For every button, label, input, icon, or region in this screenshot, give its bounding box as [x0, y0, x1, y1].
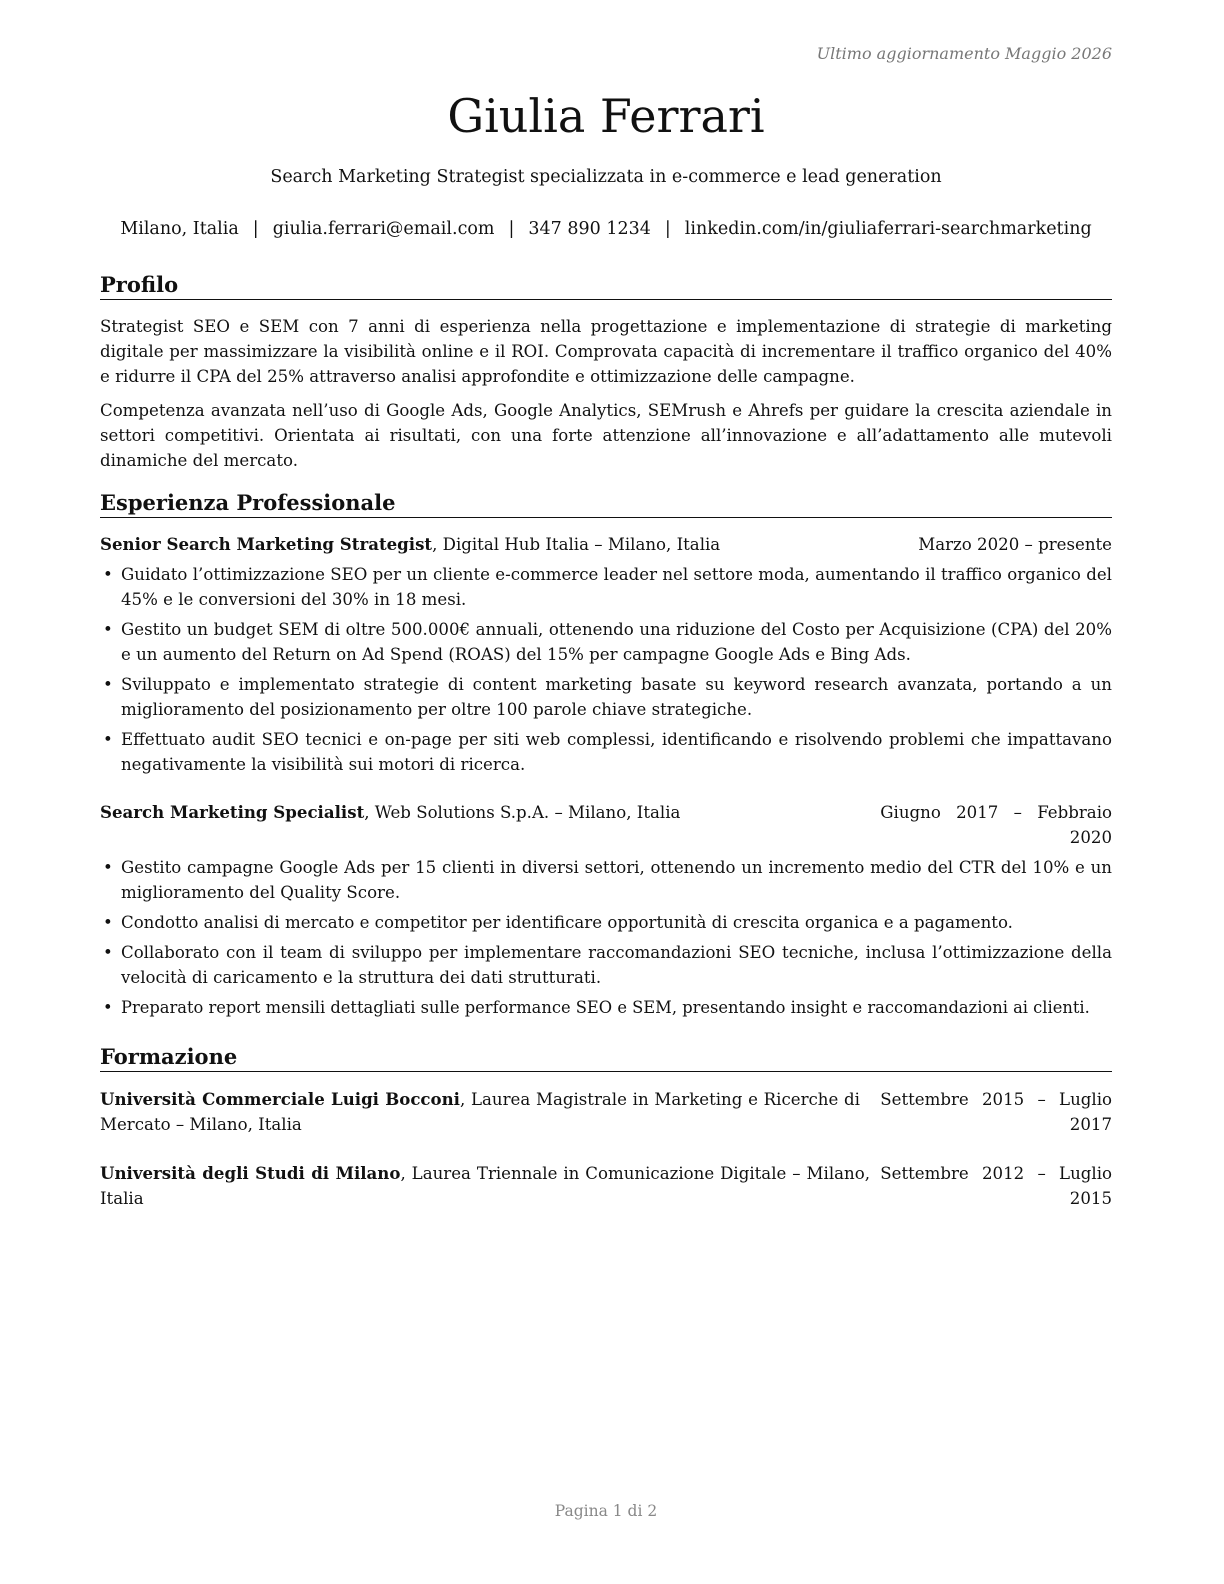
contact-location: Milano, Italia: [120, 219, 239, 239]
list-item: • Gestito campagne Google Ads per 15 clienti in diversi settori, ottenendo un incremento medio del CTR del 10% e un miglioramento del Quality Score.: [103, 858, 1112, 902]
job-title-line: [100, 532, 720, 557]
list-item: • Collaborato con il team di sviluppo per implementare raccomandazioni SEO tecniche, inclusa l’ottimizzazione della velocità di caricamento e la struttura dei dati strutturati.: [103, 943, 1112, 987]
education-degree: , Laurea Triennale in Comunicazione Digitale – Milano, Italia: [100, 1164, 870, 1208]
contact-separator: |: [252, 219, 259, 239]
education-description: [100, 1161, 870, 1211]
education-school: Università Commerciale Luigi Bocconi: [100, 1089, 460, 1109]
job-dates: Giugno 2017 – Febbraio 2020: [880, 803, 1112, 847]
candidate-name: Giulia Ferrari: [447, 89, 765, 143]
job-role: Search Marketing Specialist: [100, 802, 365, 822]
list-item: • Preparato report mensili dettagliati sulle performance SEO e SEM, presentando insight e raccomandazioni ai clienti.: [103, 998, 1090, 1017]
education-degree: , Laurea Magistrale in Marketing e Ricerche di Mercato – Milano, Italia: [100, 1090, 860, 1134]
list-item: • Effettuato audit SEO tecnici e on-page per siti web complessi, identificando e risolvendo problemi che impattavano negativamente la visibilità sui motori di ricerca.: [103, 730, 1112, 774]
profile-paragraph: Strategist SEO e SEM con 7 anni di esperienza nella progettazione e implementazione di strategie di marketing digitale per massimizzare la visibilità online e il ROI. Comprovata capacità di incrementare il traffico organico del 40% e ridurre il CPA del 25% attraverso analisi approfondite e ottimizzazione delle campagne.: [100, 317, 1112, 386]
list-item: • Sviluppato e implementato strategie di content marketing basate su keyword research avanzata, portando a un miglioramento del posizionamento per oltre 100 parole chiave strategiche.: [103, 675, 1112, 719]
education-dates: Settembre 2015 – Luglio 2017: [880, 1090, 1112, 1134]
contact-phone[interactable]: 347 890 1234: [528, 219, 651, 239]
job-company: , Web Solutions S.p.A. – Milano, Italia: [364, 803, 681, 822]
section-title-profile: Profilo: [100, 272, 1112, 300]
education-entry: [100, 1161, 1112, 1211]
job-role: Senior Search Marketing Strategist: [100, 534, 433, 554]
section-title-education: Formazione: [100, 1044, 1112, 1072]
contact-separator: |: [508, 219, 515, 239]
job-bullets: [100, 855, 1112, 1025]
contact-email[interactable]: giulia.ferrari@email.com: [272, 219, 495, 239]
contact-separator: |: [664, 219, 671, 239]
job-bullets: [100, 562, 1112, 782]
list-item: • Guidato l’ottimizzazione SEO per un cliente e-commerce leader nel settore moda, aumentando il traffico organico del 45% e le conversioni del 30% in 18 mesi.: [103, 565, 1112, 609]
last-updated: Ultimo aggiornamento Maggio 2026: [816, 44, 1112, 63]
education-entry: [100, 1087, 1112, 1137]
education-description: [100, 1087, 860, 1137]
page-number: Pagina 1 di 2: [554, 1502, 658, 1520]
job-company: , Digital Hub Italia – Milano, Italia: [432, 535, 721, 554]
job-dates: Marzo 2020 – presente: [918, 535, 1112, 554]
contact-line: [100, 219, 1112, 239]
list-item: • Gestito un budget SEM di oltre 500.000€ annuali, ottenendo una riduzione del Costo per Acquisizione (CPA) del 20% e un aumento del Return on Ad Spend (ROAS) del 15% per campagne Google Ads e Bing Ads.: [103, 620, 1112, 664]
list-item: • Condotto analisi di mercato e competitor per identificare opportunità di crescita organica e a pagamento.: [103, 913, 1013, 932]
section-title-experience: Esperienza Professionale: [100, 490, 1112, 518]
job-header: [100, 800, 1112, 850]
profile-paragraph: Competenza avanzata nell’uso di Google Ads, Google Analytics, SEMrush e Ahrefs per guidare la crescita aziendale in settori competitivi. Orientata ai risultati, con una forte attenzione all’innovazione e all’adattamento alle mutevoli dinamiche del mercato.: [100, 401, 1112, 470]
headline: Search Marketing Strategist specializzata in e-commerce e lead generation: [270, 167, 942, 187]
resume-page: [100, 0, 1112, 1584]
education-school: Università degli Studi di Milano: [100, 1163, 401, 1183]
education-dates: Settembre 2012 – Luglio 2015: [880, 1164, 1112, 1208]
job-title-line: [100, 800, 680, 825]
contact-linkedin[interactable]: linkedin.com/in/giuliaferrari-searchmarketing: [684, 219, 1092, 239]
